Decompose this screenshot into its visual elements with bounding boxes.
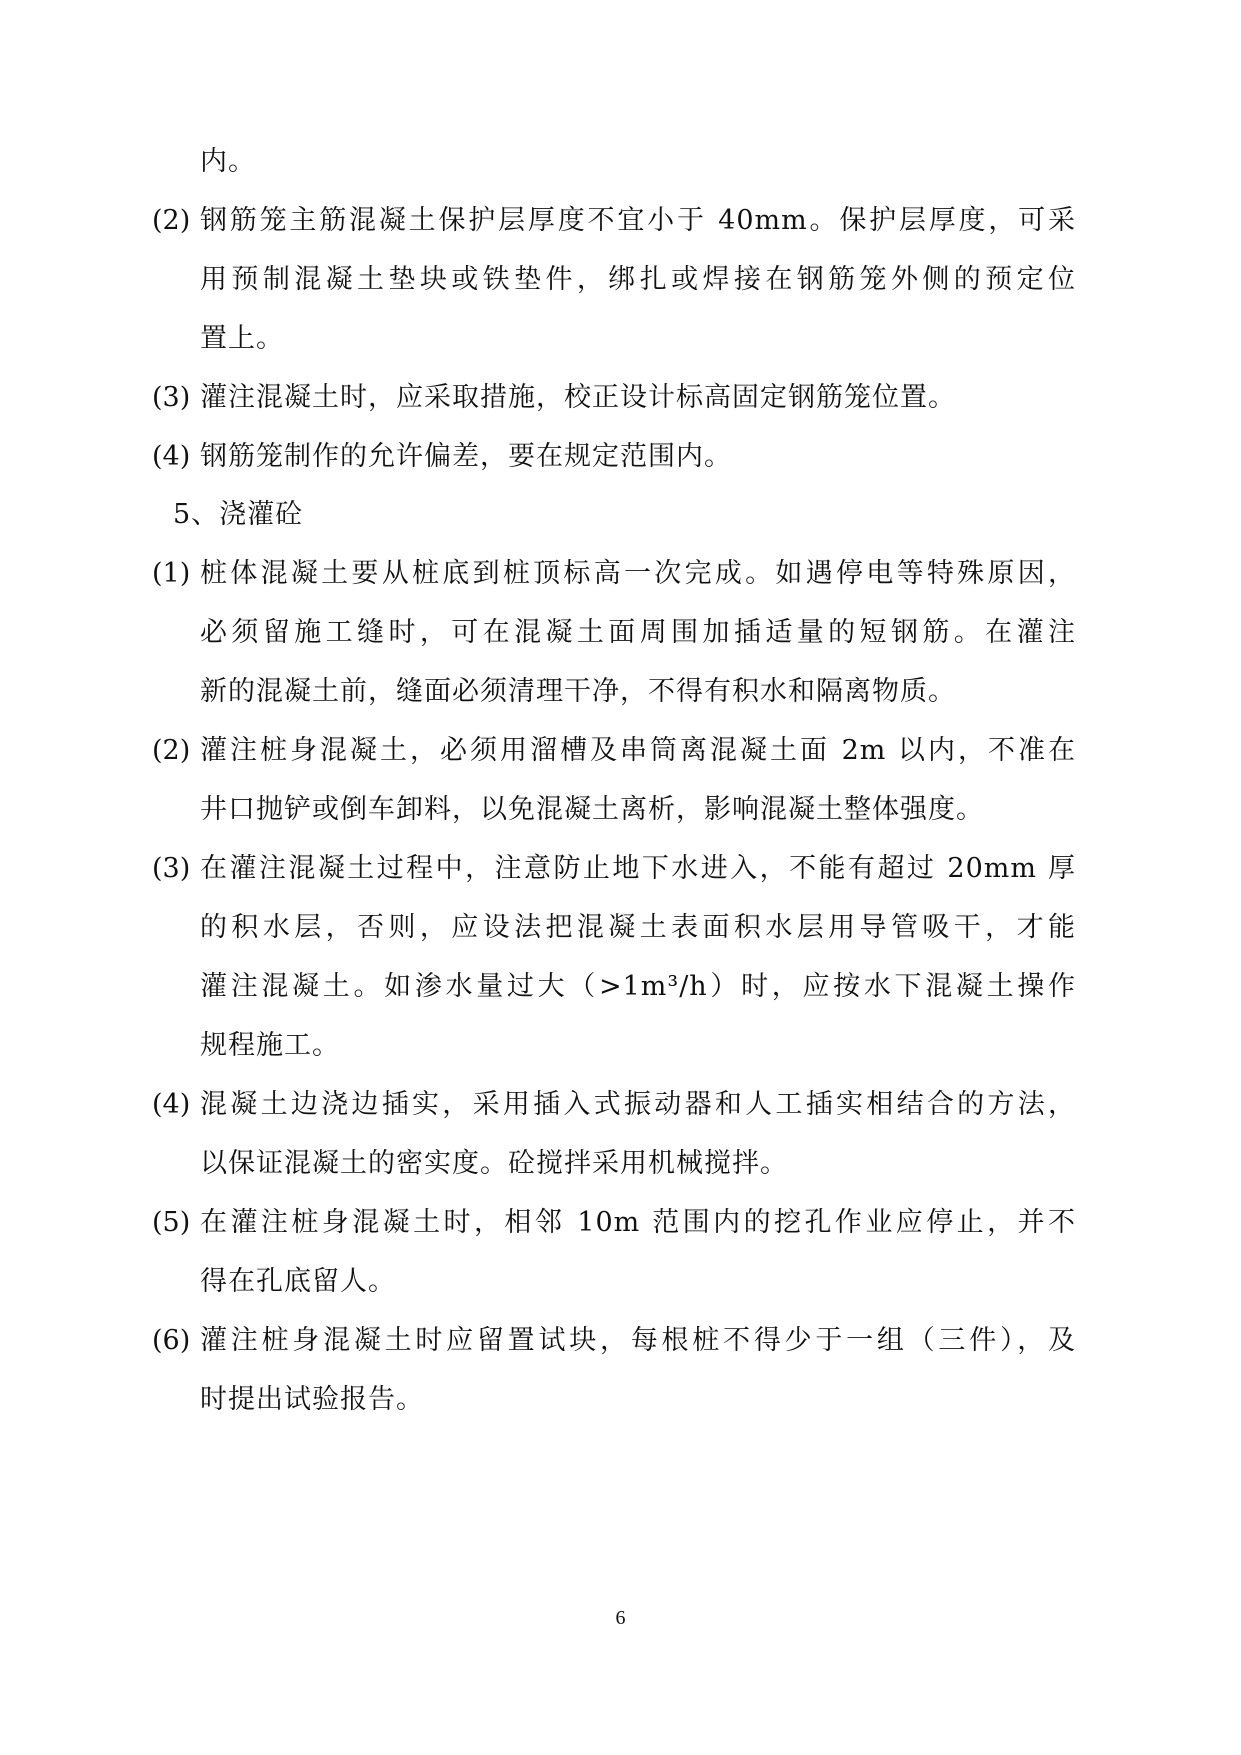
text-line: 灌注混凝土时，应采取措施，校正设计标高固定钢筋笼位置。 (200, 382, 956, 413)
item-number: (2) (152, 735, 191, 766)
text-line: 灌注混凝土。如渗水量过大（>1m³/h）时，应按水下混凝土操作 (200, 971, 1076, 1002)
text-line: 钢筋笼制作的允许偏差，要在规定范围内。 (200, 441, 732, 472)
item-number: (3) (152, 853, 191, 884)
text-line: 以保证混凝土的密实度。砼搅拌采用机械搅拌。 (200, 1148, 788, 1179)
text-line: 灌注桩身混凝土，必须用溜槽及串筒离混凝土面 2m 以内，不准在 (200, 735, 1076, 766)
item-number: (2) (152, 205, 191, 236)
text-line: 必须留施工缝时，可在混凝土面周围加插适量的短钢筋。在灌注 (200, 617, 1076, 648)
text-line: 桩体混凝土要从桩底到桩顶标高一次完成。如遇停电等特殊原因， (200, 558, 1076, 589)
item-number: (4) (152, 1089, 191, 1120)
text-line: 在灌注混凝土过程中，注意防止地下水进入，不能有超过 20mm 厚 (200, 853, 1076, 884)
text-line: 置上。 (200, 323, 284, 354)
text-line: 得在孔底留人。 (200, 1266, 396, 1297)
text-line: 混凝土边浇边插实，采用插入式振动器和人工插实相结合的方法， (200, 1089, 1076, 1120)
text-line: 时提出试验报告。 (200, 1384, 424, 1415)
item-number: (1) (152, 558, 191, 589)
text-line: 的积水层，否则，应设法把混凝土表面积水层用导管吸干，才能 (200, 912, 1076, 943)
text-line: 规程施工。 (200, 1030, 340, 1061)
item-number: (5) (152, 1207, 191, 1238)
text-line: 在灌注桩身混凝土时，相邻 10m 范围内的挖孔作业应停止，并不 (200, 1207, 1076, 1238)
text-line: 新的混凝土前，缝面必须清理干净，不得有积水和隔离物质。 (200, 676, 956, 707)
text-line: 内。 (200, 146, 256, 177)
item-number: (6) (152, 1325, 191, 1356)
page-number: 6 (615, 1607, 626, 1629)
text-line: 灌注桩身混凝土时应留置试块，每根桩不得少于一组（三件），及 (200, 1325, 1076, 1356)
text-line: 钢筋笼主筋混凝土保护层厚度不宜小于 40mm。保护层厚度，可采 (200, 205, 1076, 236)
text-line: 井口抛铲或倒车卸料，以免混凝土离析，影响混凝土整体强度。 (200, 794, 984, 825)
item-number: (4) (152, 441, 191, 472)
text-line: 用预制混凝土垫块或铁垫件，绑扎或焊接在钢筋笼外侧的预定位 (200, 264, 1076, 295)
section-heading: 5、浇灌砼 (173, 499, 304, 530)
item-number: (3) (152, 382, 191, 413)
